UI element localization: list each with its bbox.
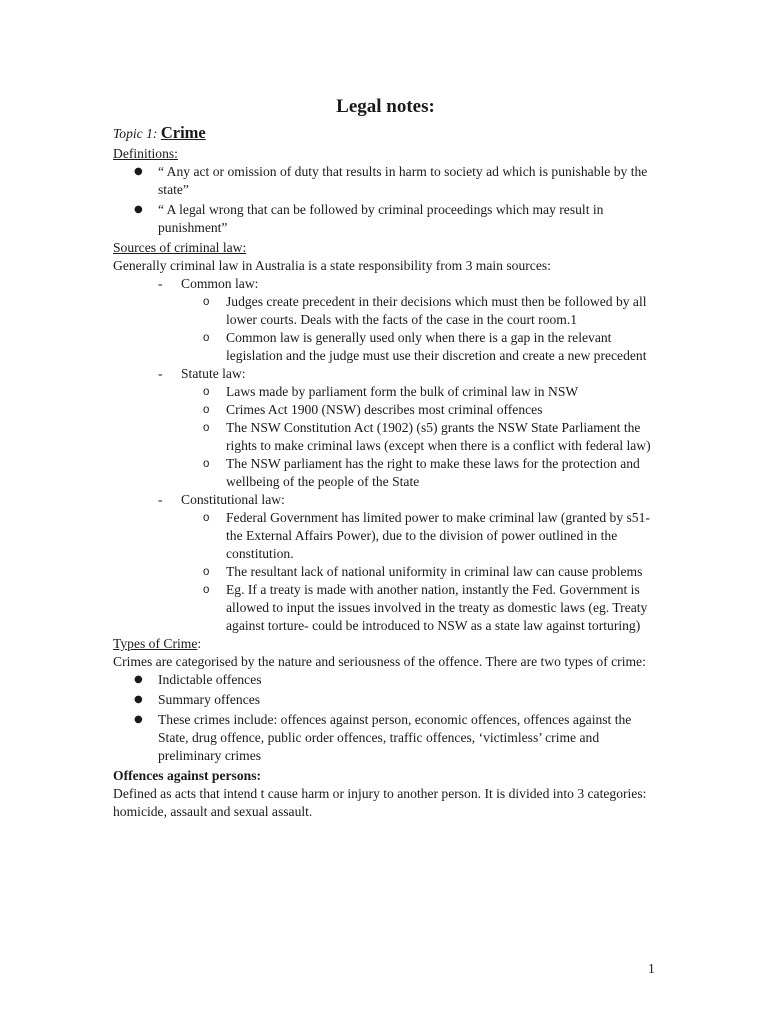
types-list — [113, 671, 658, 765]
list-item: ● Summary offences — [113, 691, 658, 709]
sources-heading: Sources of criminal law: — [113, 240, 247, 255]
list-item: o Common law is generally used only when there is a gap in the relevant legislation and the judge must use their discretion and create a new precedent — [113, 329, 658, 365]
list-item: o Crimes Act 1900 (NSW) describes most criminal offences — [113, 401, 658, 419]
source-constitutional-law — [113, 491, 658, 635]
types-heading-line — [113, 635, 658, 653]
list-item: ● “ Any act or omission of duty that results in harm to society ad which is punishable by the state” — [113, 163, 658, 199]
source-label: - Constitutional law: — [181, 492, 285, 507]
source-statute-law — [113, 365, 658, 491]
types-heading-colon: : — [197, 636, 202, 651]
sources-intro: Generally criminal law in Australia is a state responsibility from 3 main sources: — [113, 258, 551, 273]
source-points — [113, 383, 658, 491]
page-number: 1 — [648, 961, 655, 976]
list-item: ● “ A legal wrong that can be followed by criminal proceedings which may result in punishment” — [113, 201, 658, 237]
source-label: - Common law: — [181, 276, 259, 291]
definitions-list — [113, 163, 658, 237]
list-item: o The resultant lack of national uniformity in criminal law can cause problems — [113, 563, 658, 581]
list-item: o Federal Government has limited power to make criminal law (granted by s51- the External Affairs Power), due to the division of power outlined in the constitution. — [113, 509, 658, 563]
source-points — [113, 509, 658, 635]
definitions-heading: Definitions: — [113, 146, 178, 161]
list-item: o Eg. If a treaty is made with another nation, instantly the Fed. Government is allowed to input the issues involved in the treaty as domestic laws (eg. Treaty against torture- could be introduced to NSW as a state law against torturing) — [113, 581, 658, 635]
list-item: o The NSW parliament has the right to make these laws for the protection and wellbeing of the people of the State — [113, 455, 658, 491]
list-item: o Judges create precedent in their decisions which must then be followed by all lower courts. Deals with the facts of the case in the court room.1 — [113, 293, 658, 329]
persons-text: Defined as acts that intend t cause harm or injury to another person. It is divided into 3 categories: homicide, assault and sexual assault. — [113, 786, 647, 819]
list-item: o The NSW Constitution Act (1902) (s5) grants the NSW State Parliament the rights to make criminal laws (except when there is a conflict with federal law) — [113, 419, 658, 455]
source-points — [113, 293, 658, 365]
sources-list — [113, 275, 658, 635]
list-item: ● These crimes include: offences against person, economic offences, offences against the State, drug offence, public order offences, traffic offences, ‘victimless’ crime and preliminary crimes — [113, 711, 658, 765]
list-item: o Laws made by parliament form the bulk of criminal law in NSW — [113, 383, 658, 401]
list-item: ● Indictable offences — [113, 671, 658, 689]
source-label: - Statute law: — [181, 366, 246, 381]
topic-name: Crime — [160, 123, 206, 142]
topic-label: Topic 1: — [113, 126, 158, 141]
types-intro: Crimes are categorised by the nature and seriousness of the offence. There are two types of crime: — [113, 654, 646, 669]
topic-line — [113, 122, 658, 145]
document-title: Legal notes: — [336, 96, 435, 117]
types-heading: Types of Crime — [113, 636, 198, 651]
source-common-law — [113, 275, 658, 365]
persons-heading: Offences against persons: — [113, 768, 262, 783]
page-content — [113, 95, 658, 821]
